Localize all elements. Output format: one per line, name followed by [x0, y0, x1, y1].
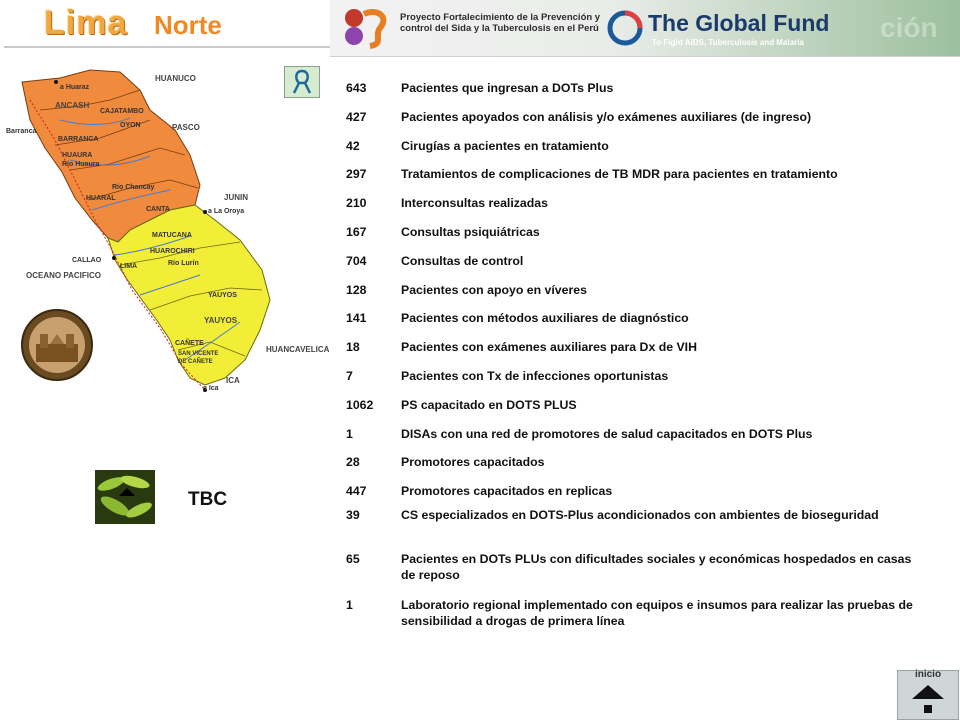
- stat-row: [346, 253, 926, 282]
- stat-row: [346, 282, 926, 311]
- map-label-a-ica: a Ica: [203, 385, 219, 392]
- stat-number: 427: [346, 109, 367, 124]
- stat-description: Tratamientos de complicaciones de TB MDR para pacientes en tratamiento: [401, 167, 838, 182]
- stat-row: [346, 483, 926, 507]
- project-title-text: Proyecto Fortalecimiento de la Prevención y control del Sida y la Tuberculosis en el Perú: [400, 12, 601, 34]
- map-label-huarochiri: HUAROCHIRI: [150, 248, 195, 255]
- logo-norte-text: Norte: [154, 10, 222, 40]
- stat-description: Pacientes apoyados con análisis y/o exámenes auxiliares (de ingreso): [401, 109, 812, 124]
- map-label-pasco: PASCO: [172, 123, 200, 132]
- stat-description: Pacientes con apoyo en víveres: [401, 282, 587, 297]
- stat-row: [346, 166, 926, 195]
- stat-number: 7: [346, 368, 353, 383]
- map-label-huaura: HUAURA: [62, 152, 93, 159]
- stat-description: PS capacitado en DOTS PLUS: [401, 397, 577, 412]
- project-logo-icon: [340, 6, 392, 50]
- stat-number: 141: [346, 311, 367, 326]
- header-divider: [4, 46, 330, 48]
- stat-number: 297: [346, 167, 367, 182]
- map-label-san-vicente: SAN VICENTE DE CAÑETE: [178, 351, 219, 365]
- stat-number: 210: [346, 196, 367, 211]
- stat-number: 42: [346, 138, 360, 153]
- stat-row: [346, 368, 926, 397]
- stat-description: Pacientes con exámenes auxiliares para Dx de VIH: [401, 340, 697, 355]
- map-label-ancash: ANCASH: [55, 101, 90, 110]
- map-label-a-huaraz: a Huaraz: [60, 84, 90, 91]
- stat-row: [346, 397, 926, 426]
- map-label-oyon: OYON: [120, 122, 141, 129]
- stat-number: 39: [346, 508, 360, 523]
- stat-description: Consultas psiquiátricas: [401, 224, 540, 239]
- header-banner: [330, 0, 960, 57]
- global-fund-logo: [600, 4, 960, 52]
- stat-row: [346, 454, 926, 483]
- stat-number: 128: [346, 282, 367, 297]
- stat-description: Pacientes con métodos auxiliares de diagnóstico: [401, 311, 689, 326]
- stat-number: 65: [346, 552, 360, 567]
- stat-row: [346, 507, 926, 551]
- cathedral-medallion-icon: [20, 308, 94, 382]
- stat-row: [346, 109, 926, 138]
- global-fund-subtitle: To Fight AIDS, Tuberculosis and Malaria: [652, 38, 804, 47]
- map-label-oceano: OCEANO PACIFICO: [26, 271, 101, 280]
- tbc-label: TBC: [188, 489, 228, 510]
- map-label-rio-huaura: Río Huaura: [62, 161, 100, 168]
- stat-description: DISAs con una red de promotores de salud capacitados en DOTS Plus: [401, 426, 813, 441]
- home-icon: [910, 681, 946, 715]
- stat-description: Promotores capacitados: [401, 455, 545, 470]
- stat-row: [346, 597, 926, 637]
- stat-row: [346, 339, 926, 368]
- map-label-lima: LIMA: [120, 263, 138, 270]
- map-label-callao: CALLAO: [72, 257, 102, 264]
- stat-number: 167: [346, 224, 367, 239]
- global-fund-title: The Global Fund: [648, 10, 830, 36]
- stat-description: Laboratorio regional implementado con equipos e insumos para realizar las pruebas de sensibilidad a drogas de primera línea: [401, 598, 913, 629]
- stat-number: 1062: [346, 397, 374, 412]
- header-logo-area: [0, 0, 330, 48]
- stat-number: 1: [346, 426, 353, 441]
- map-label-matucana: MATUCANA: [152, 232, 192, 239]
- map-label-cajatambo: CAJATAMBO: [100, 108, 144, 115]
- stat-row: [346, 426, 926, 455]
- map-label-huanuco: HUANUCO: [155, 74, 196, 83]
- map-label-canete: CAÑETE: [175, 340, 204, 347]
- stat-description: Interconsultas realizadas: [401, 196, 548, 211]
- map-label-barranca: BARRANCA: [58, 136, 99, 143]
- global-fund-icon: [606, 10, 644, 46]
- inicio-label: inicio: [914, 669, 942, 680]
- logo-lima-text: Lima: [44, 4, 128, 42]
- stat-row: [346, 310, 926, 339]
- stat-row: [346, 551, 926, 597]
- stat-row: [346, 224, 926, 253]
- stat-number: 643: [346, 81, 367, 95]
- map-label-yauyos-town: YAUYOS: [208, 292, 237, 299]
- stat-description: Pacientes con Tx de infecciones oportunistas: [401, 368, 669, 383]
- map-label-rio-lurin: Río Lurín: [168, 260, 199, 267]
- map-label-canta: CANTA: [146, 206, 170, 213]
- map-label-barranca-town: Barranca: [6, 128, 37, 135]
- stat-row: [346, 195, 926, 224]
- map-label-ica: ICA: [226, 376, 240, 385]
- bacteria-icon: [95, 470, 155, 524]
- map-label-huancavelica: HUANCAVELICA: [266, 345, 330, 354]
- stat-description: CS especializados en DOTS-Plus acondicionados con ambientes de bioseguridad: [401, 508, 879, 523]
- stat-description: Promotores capacitados en replicas: [401, 484, 613, 499]
- stat-number: 18: [346, 340, 360, 355]
- stat-number: 28: [346, 455, 360, 470]
- inicio-button[interactable]: [897, 670, 959, 720]
- map-label-la-oroya: a La Oroya: [208, 208, 245, 215]
- banner-ghost-text: ción: [880, 12, 938, 43]
- stat-description: Pacientes que ingresan a DOTs Plus: [401, 81, 614, 95]
- stat-description: Consultas de control: [401, 253, 524, 268]
- map-label-yauyos: YAUYOS: [204, 316, 238, 325]
- map-label-rio-chancay: Río Chancay: [112, 184, 155, 191]
- stat-description: Pacientes en DOTs PLUs con dificultades sociales y económicas hospedados en casas de reposo: [401, 552, 912, 583]
- stat-row: [346, 80, 926, 109]
- stat-number: 447: [346, 484, 367, 499]
- ribbon-icon: [284, 66, 320, 98]
- stat-description: Cirugías a pacientes en tratamiento: [401, 138, 609, 153]
- map-label-junin: JUNIN: [224, 193, 249, 202]
- stat-number: 704: [346, 253, 367, 268]
- stat-number: 1: [346, 598, 353, 613]
- stats-list: [346, 80, 926, 637]
- stat-row: [346, 138, 926, 167]
- map-label-huaral: HUARAL: [86, 195, 116, 202]
